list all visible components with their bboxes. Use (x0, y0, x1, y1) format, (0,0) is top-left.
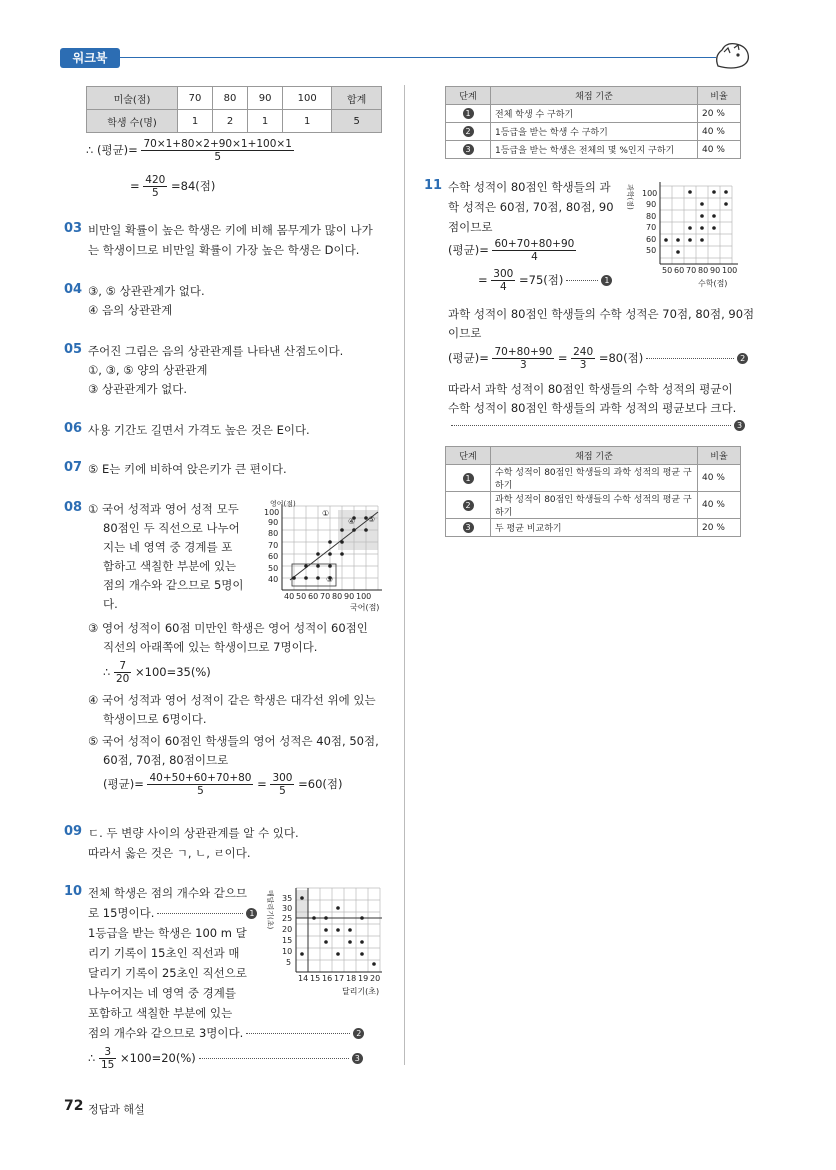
q11-avg-prefix-2: (평균)= (448, 351, 489, 365)
scatter-point (300, 952, 304, 956)
q10-scatter-chart (262, 884, 386, 1002)
avg2-fraction (143, 174, 167, 199)
q10-line-6: 나누어지는 네 영역 중 경계를 (88, 986, 236, 1000)
q08-frac14a-den: 5 (197, 785, 204, 797)
q08-ytick-2: 80 (268, 529, 279, 538)
q11-ytick-2: 80 (646, 212, 657, 221)
art-header-5: 합계 (332, 87, 382, 110)
q11-frac8a-den: 3 (519, 359, 527, 371)
scatter-point (724, 190, 728, 194)
q04-line-2: ④ 음의 상관관계 (88, 303, 173, 317)
scatter-point (688, 238, 692, 242)
q08-ylabel: 영어(점) (270, 500, 296, 508)
scatter-point (700, 214, 704, 218)
q10-xtick-4: 18 (346, 974, 357, 983)
q08-frac-14b (270, 772, 294, 797)
art-data-4: 1 (283, 110, 332, 133)
q11-result-8: =80(점) (598, 351, 644, 365)
scatter-point (664, 238, 668, 242)
q11-line-1: 수학 성적이 80점인 학생들의 과 (448, 180, 611, 194)
g1-ratio-3: 40 % (698, 141, 741, 159)
scatter-point (316, 564, 320, 568)
q04-line-1: ③, ⑤ 상관관계가 없다. (88, 284, 205, 298)
q10-xtick-3: 17 (334, 974, 345, 983)
q08-result-9: ×100=35(%) (135, 665, 211, 679)
q10-xtick-5: 19 (358, 974, 369, 983)
q08-label-4: ③ (326, 575, 334, 584)
footer-label: 정답과 해설 (88, 1103, 145, 1116)
q10-mark-1: 1 (246, 908, 257, 919)
scatter-point (300, 896, 304, 900)
scatter-point (712, 214, 716, 218)
q10-ytick-0: 35 (282, 894, 293, 903)
q08-ytick-0: 100 (264, 508, 280, 517)
q07-number: 07 (64, 460, 83, 475)
q10-ytick-3: 20 (282, 925, 293, 934)
g2-step-3: 3 (463, 522, 474, 533)
q08-avg-prefix: (평균)= (103, 777, 144, 791)
q08-line-14 (103, 772, 343, 797)
q03-line-2: 는 학생이므로 비만일 확률이 가장 높은 학생은 D이다. (88, 243, 360, 257)
q09-number: 09 (64, 824, 83, 839)
q10-line-5: 달리기 기록이 25초인 직선으로 (88, 966, 247, 980)
g1-head-0: 단계 (446, 87, 491, 105)
q10-frac-9 (99, 1046, 116, 1071)
q08-line-7: ③ 영어 성적이 60점 미만인 학생은 영어 성적이 60점인 (88, 621, 368, 635)
g2-step-1: 1 (463, 473, 474, 484)
art-data-3: 1 (248, 110, 283, 133)
q10-ytick-6: 5 (286, 958, 292, 967)
g2-head-0: 단계 (446, 447, 491, 465)
scatter-point (316, 576, 320, 580)
q08-frac9-num: 7 (114, 660, 131, 673)
q10-line-7: 포함하고 색칠한 부분에 있는 (88, 1006, 233, 1020)
avg-fraction (141, 138, 293, 163)
scatter-point (340, 540, 344, 544)
q11-scatter-chart (620, 178, 744, 292)
q10-line-3: 1등급을 받는 학생은 100 m 달 (88, 926, 247, 940)
q08-line-5: 점의 개수와 같으므로 5명이 (103, 578, 244, 592)
q08-eq: = (257, 777, 267, 791)
g2-crit-3: 두 평균 비교하기 (491, 519, 698, 537)
scatter-point (364, 528, 368, 532)
q08-line-13: 60점, 70점, 80점이므로 (103, 753, 229, 767)
avg-line-1 (86, 138, 294, 163)
q10-xtick-1: 15 (310, 974, 321, 983)
scatter-point (348, 928, 352, 932)
g2-ratio-3: 20 % (698, 519, 741, 537)
q11-line-8 (448, 346, 748, 371)
q08-line-12: ⑤ 국어 성적이 60점인 학생들의 영어 성적은 40점, 50점, (88, 734, 379, 748)
g1-step-3: 3 (463, 144, 474, 155)
g2-crit-2: 과학 성적이 80점인 학생들의 수학 성적의 평균 구하기 (491, 492, 698, 519)
avg2-numerator: 420 (145, 174, 166, 186)
g1-head-1: 채점 기준 (491, 87, 698, 105)
g1-step-1: 1 (463, 108, 474, 119)
q08-xtick-5: 90 (344, 592, 355, 601)
q08-frac-9 (114, 660, 131, 685)
g1-ratio-2: 40 % (698, 123, 741, 141)
q08-label-2: ④ (348, 517, 356, 526)
q11-mark-1: 1 (601, 275, 612, 286)
art-header-4: 100 (283, 87, 332, 110)
scatter-point (316, 552, 320, 556)
q08-frac-14a (147, 772, 253, 797)
scatter-point (340, 528, 344, 532)
art-data-1: 1 (178, 110, 213, 133)
q08-xtick-6: 100 (356, 592, 372, 601)
q08-label-1: ① (322, 509, 330, 518)
scatter-point (336, 928, 340, 932)
scatter-point (328, 552, 332, 556)
q08-line-9 (103, 660, 211, 685)
q08-xtick-4: 80 (332, 592, 343, 601)
avg-prefix: ∴ (평균)= (86, 143, 138, 157)
g2-ratio-2: 40 % (698, 492, 741, 519)
art-header-3: 90 (248, 87, 283, 110)
scatter-point (676, 250, 680, 254)
avg2-result: =84(점) (171, 179, 216, 193)
q11-result-5: =75(점) (519, 273, 564, 287)
grading-table-1 (445, 86, 741, 159)
q11-frac-5 (491, 268, 515, 293)
avg-denominator: 5 (214, 151, 222, 163)
q11-frac-4 (492, 238, 576, 263)
q08-therefore: ∴ (103, 665, 111, 679)
scatter-point (688, 226, 692, 230)
g1-head-2: 비율 (698, 87, 741, 105)
scatter-point (324, 928, 328, 932)
q10-number: 10 (64, 884, 83, 899)
grading-table-2 (445, 446, 741, 537)
scatter-point (712, 190, 716, 194)
q10-line-4: 리기 기록이 15초인 직선과 매 (88, 946, 240, 960)
q08-ytick-5: 50 (268, 564, 279, 573)
q11-xtick-2: 70 (686, 266, 697, 275)
q10-frac9-num: 3 (99, 1046, 116, 1059)
g2-head-2: 비율 (698, 447, 741, 465)
q11-ytick-5: 50 (646, 246, 657, 255)
q11-ylabel: 과학(점) (626, 184, 634, 210)
q05-line-2: ①, ③, ⑤ 양의 상관관계 (88, 363, 208, 377)
q08-frac14b-den: 5 (279, 785, 286, 797)
q08-label-3: ⑤ (368, 515, 376, 524)
q10-xtick-0: 14 (298, 974, 309, 983)
art-data-0: 학생 수(명) (87, 110, 178, 133)
q11-number: 11 (424, 178, 443, 193)
q08-ytick-3: 70 (268, 541, 279, 550)
q10-therefore: ∴ (88, 1051, 96, 1065)
g1-crit-1: 전체 학생 수 구하기 (491, 105, 698, 123)
q10-result-9: ×100=20(%) (120, 1051, 196, 1065)
scatter-point (700, 238, 704, 242)
q10-mark-3: 3 (352, 1053, 363, 1064)
q08-ytick-6: 40 (268, 575, 279, 584)
q10-ylabel: 매달리기(초) (266, 890, 274, 930)
header-rule (118, 57, 716, 58)
scatter-point (328, 564, 332, 568)
scatter-point (700, 202, 704, 206)
q08-ytick-4: 60 (268, 552, 279, 561)
q10-shaded-region (296, 890, 308, 918)
scatter-point (328, 540, 332, 544)
q03-number: 03 (64, 221, 83, 236)
q04-number: 04 (64, 282, 83, 297)
scatter-point (360, 952, 364, 956)
q11-frac5-den: 4 (499, 281, 507, 293)
g2-ratio-1: 40 % (698, 465, 741, 492)
q10-ytick-2: 25 (282, 914, 293, 923)
q11-avg-prefix-1: (평균)= (448, 243, 489, 257)
q10-text-2: 로 15명이다. (88, 906, 155, 920)
art-score-table (86, 86, 382, 133)
scatter-point (336, 906, 340, 910)
art-data-2: 2 (213, 110, 248, 133)
q08-frac9-den: 20 (115, 673, 130, 685)
scatter-point (292, 576, 296, 580)
q10-line-1: 전체 학생은 점의 개수와 같으므 (88, 886, 248, 900)
q11-line-10: 수학 성적이 80점인 학생들의 과학 성적의 평균보다 크다. (448, 401, 737, 415)
q06-number: 06 (64, 421, 83, 436)
mascot-icon (712, 38, 752, 72)
q10-line-2 (88, 905, 257, 921)
scatter-point (688, 190, 692, 194)
q11-ytick-3: 70 (646, 223, 657, 232)
q11-line-7: 이므로 (448, 326, 482, 340)
art-header-0: 미술(점) (87, 87, 178, 110)
page-number: 72 (64, 1098, 84, 1114)
q03-line-1: 비만일 확률이 높은 학생은 키에 비해 몸무게가 많이 나가 (88, 223, 373, 237)
q11-frac4-den: 4 (531, 251, 538, 263)
art-data-5: 5 (332, 110, 382, 133)
q05-line-1: 주어진 그림은 음의 상관관계를 나타낸 산점도이다. (88, 344, 344, 358)
q08-line-4: 함하고 색칠한 부분에 있는 (103, 559, 237, 573)
g1-step-2: 2 (463, 126, 474, 137)
q11-line-9: 따라서 과학 성적이 80점인 학생들의 수학 성적의 평균이 (448, 382, 733, 396)
q11-line-2: 학 성적은 60점, 70점, 80점, 90 (448, 200, 614, 214)
q10-line-9 (88, 1046, 363, 1071)
q09-line-1: ㄷ. 두 변량 사이의 상관관계를 알 수 있다. (88, 826, 299, 840)
q11-frac8a-num: 70+80+90 (494, 346, 553, 358)
q08-scatter-chart (262, 498, 386, 614)
g1-ratio-1: 20 % (698, 105, 741, 123)
q08-xtick-0: 40 (284, 592, 295, 601)
g2-crit-1: 수학 성적이 80점인 학생들의 과학 성적의 평균 구하기 (491, 465, 698, 492)
q11-frac5-num: 300 (493, 268, 514, 280)
column-divider (404, 85, 405, 1065)
q08-xtick-2: 60 (308, 592, 319, 601)
q08-line-10: ④ 국어 성적과 영어 성적이 같은 학생은 대각선 위에 있는 (88, 693, 376, 707)
q11-ytick-1: 90 (646, 200, 657, 209)
scatter-point (360, 940, 364, 944)
q08-frac14b-num: 300 (272, 772, 293, 784)
scatter-point (324, 916, 328, 920)
avg-line-2 (130, 174, 215, 199)
q08-number: 08 (64, 500, 83, 515)
q11-frac-8b (571, 346, 595, 371)
q11-line-3: 점이므로 (448, 220, 493, 234)
q11-frac4-num: 60+70+80+90 (494, 238, 575, 250)
q10-mark-2: 2 (353, 1028, 364, 1039)
q11-frac8b-num: 240 (573, 346, 594, 358)
q11-frac8b-den: 3 (579, 359, 587, 371)
g2-step-2: 2 (463, 500, 474, 511)
q10-xtick-6: 20 (370, 974, 381, 983)
g2-head-1: 채점 기준 (491, 447, 698, 465)
q08-line-3: 지는 네 영역 중 경계를 포 (103, 540, 233, 554)
scatter-point (336, 952, 340, 956)
scatter-point (372, 962, 376, 966)
q11-frac-8a (492, 346, 554, 371)
q10-ytick-1: 30 (282, 904, 293, 913)
art-header-1: 70 (178, 87, 213, 110)
q10-xlabel: 달리기(초) (342, 987, 380, 996)
q08-xtick-1: 50 (296, 592, 307, 601)
scatter-point (348, 940, 352, 944)
scatter-point (304, 564, 308, 568)
scatter-point (352, 528, 356, 532)
q08-line-11: 학생이므로 6명이다. (103, 712, 207, 726)
scatter-point (324, 940, 328, 944)
q08-xtick-3: 70 (320, 592, 331, 601)
scatter-point (676, 238, 680, 242)
q11-xtick-0: 50 (662, 266, 673, 275)
q11-xtick-1: 60 (674, 266, 685, 275)
q10-frac9-den: 15 (100, 1059, 115, 1071)
q08-line-2: 80점인 두 직선으로 나누어 (103, 521, 240, 535)
q10-line-8 (88, 1025, 364, 1041)
q10-ytick-5: 10 (282, 947, 293, 956)
q08-result-14: =60(점) (298, 777, 343, 791)
scatter-point (312, 916, 316, 920)
g1-crit-2: 1등급을 받는 학생 수 구하기 (491, 123, 698, 141)
scatter-point (700, 226, 704, 230)
q06-line-1: 사용 기간도 길면서 가격도 높은 것은 E이다. (88, 423, 310, 437)
q08-xlabel: 국어(점) (350, 603, 380, 612)
avg2-prefix: = (130, 179, 140, 193)
q08-line-8: 직선의 아래쪽에 있는 학생이므로 7명이다. (103, 640, 318, 654)
q08-ytick-1: 90 (268, 518, 279, 527)
art-header-2: 80 (213, 87, 248, 110)
q09-line-2: 따라서 옳은 것은 ㄱ, ㄴ, ㄹ이다. (88, 846, 251, 860)
q05-number: 05 (64, 342, 83, 357)
scatter-point (340, 552, 344, 556)
q11-mark-3: 3 (734, 420, 745, 431)
workbook-badge: 워크북 (60, 48, 120, 68)
q05-line-3: ③ 상관관계가 없다. (88, 382, 188, 396)
q11-line-5 (478, 268, 612, 293)
avg-numerator: 70×1+80×2+90×1+100×1 (143, 138, 292, 150)
q11-ytick-4: 60 (646, 235, 657, 244)
avg2-denominator: 5 (151, 187, 159, 199)
q11-eq-8: = (557, 351, 568, 365)
q10-ytick-4: 15 (282, 936, 293, 945)
q08-line-1: ① 국어 성적과 영어 성적 모두 (88, 502, 239, 516)
q08-line-6: 다. (103, 597, 118, 611)
q11-line-6: 과학 성적이 80점인 학생들의 수학 성적은 70점, 80점, 90점 (448, 307, 755, 321)
q10-xtick-2: 16 (322, 974, 333, 983)
q11-xlabel: 수학(점) (698, 279, 728, 288)
scatter-point (712, 226, 716, 230)
q11-eq-5: = (478, 273, 488, 287)
q11-ytick-0: 100 (642, 189, 658, 198)
scatter-point (304, 576, 308, 580)
q07-line-1: ⑤ E는 키에 비하여 앉은키가 큰 편이다. (88, 462, 287, 476)
scatter-point (360, 916, 364, 920)
g1-crit-3: 1등급을 받는 학생은 전체의 몇 %인지 구하기 (491, 141, 698, 159)
q10-text-8: 점의 개수와 같으므로 3명이다. (88, 1026, 244, 1040)
q11-line-11 (448, 418, 745, 432)
q08-frac14a-num: 40+50+60+70+80 (149, 772, 252, 784)
q11-xtick-5: 100 (722, 266, 738, 275)
q11-xtick-4: 90 (710, 266, 721, 275)
q11-line-4 (448, 238, 576, 263)
q11-xtick-3: 80 (698, 266, 709, 275)
q11-mark-2: 2 (737, 353, 748, 364)
scatter-point (724, 202, 728, 206)
